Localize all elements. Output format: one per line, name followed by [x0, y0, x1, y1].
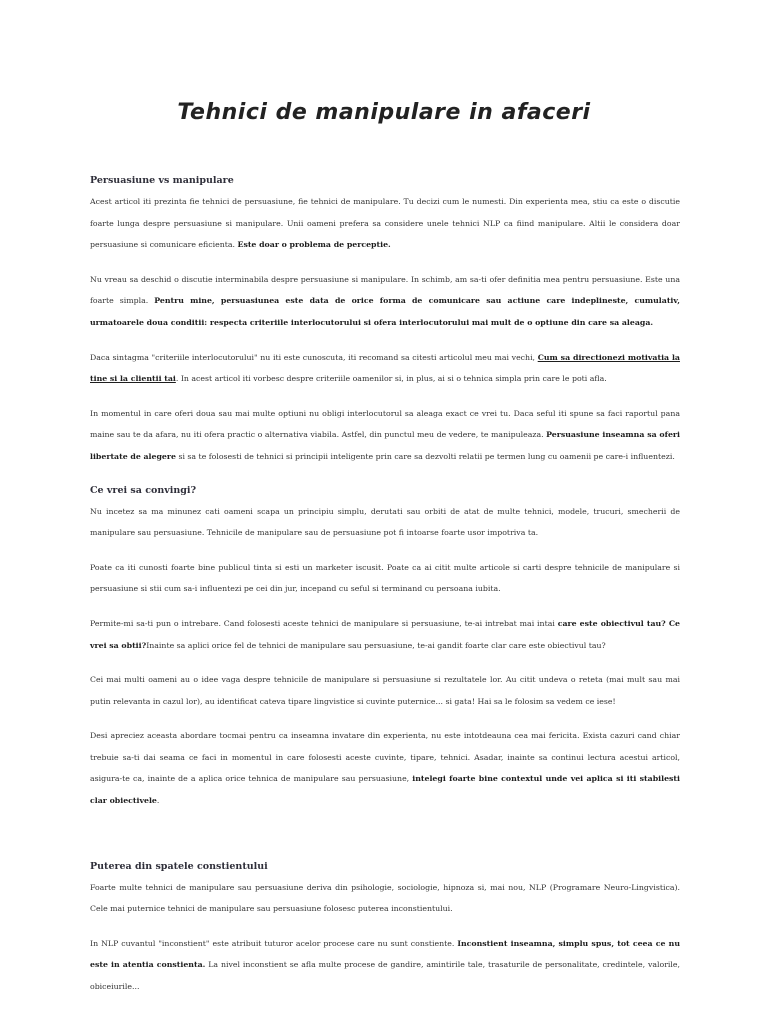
paragraph: Acest articol iti prezinta fie tehnici de persuasiune, fie tehnici de manipulare. Tu decizi cum le numesti. Din experienta mea, stiu ca este o discutie foarte lunga despre persuasiune si manipulare. Unii oameni prefera sa considere unele tehnici NLP ca fiind manipulare. Altii le considera doar persuasiune si comunicare eficienta. Este doar o problema de perceptie. — [90, 197, 680, 250]
paragraph: In momentul in care oferi doua sau mai multe optiuni nu obligi interlocutorul sa aleaga exact ce vrei tu. Daca seful iti spune sa faci raportul pana maine sau te da afara, nu iti ofera practic o alternativa viabila. Astfel, din punctul meu de vedere, te manipuleaza. Persuasiune inseamna sa oferi libertate de alegere si sa te folosesti de tehnici si principii inteligente prin care sa dezvolti relatii pe termen lung cu oamenii pe care-i influentezi. — [90, 408, 680, 461]
paragraph: In NLP cuvantul "inconstient" este atribuit tuturor acelor procese care nu sunt constiente. Inconstient inseamna, simplu spus, tot ceea ce nu este in atentia constienta. La nivel inconstient se afla multe procese de gandire, amintirile tale, trasaturile de personalitate, credintele, valorile, obiceiurile... — [90, 938, 681, 992]
paragraph: Foarte multe tehnici de manipulare sau persuasiune deriva din psihologie, sociologie, hipnoza si, mai nou, NLP (Programare Neuro-Lingvistica). Cele mai puternice tehnici de manipulare sau persuasiune folosesc puterea inconstientului. — [90, 882, 680, 914]
section-heading: Ce vrei sa convingi? — [90, 484, 197, 496]
paragraph: Permite-mi sa-ti pun o intrebare. Cand folosesti aceste tehnici de manipulare si persuasiune, te-ai intrebat mai intai care este obiectivul tau? Ce vrei sa obtii?Inainte sa aplici orice fel de tehnici de manipulare sau persuasiune, te-ai gandit foarte clar care este obiectivul tau? — [90, 618, 680, 650]
section-heading: Puterea din spatele constientului — [90, 860, 268, 872]
paragraph: Daca sintagma "criteriile interlocutorului" nu iti este cunoscuta, iti recomand sa citesti articolul meu mai vechi, Cum sa directionezi motivatia la tine si la clientii tai. In acest articol iti vorbesc despre criteriile oamenilor si, in plus, ai si o tehnica simpla prin care le poti afla. — [90, 352, 680, 384]
paragraph: Poate ca iti cunosti foarte bine publicul tinta si esti un marketer iscusit. Poate ca ai citit multe articole si carti despre tehnicile de manipulare si persuasiune si stii cum sa-i influentezi pe cei din jur, incepand cu seful si terminand cu persoana iubita. — [90, 562, 680, 594]
article-link[interactable]: Cum sa directionezi motivatia la tine si la clientii tai — [90, 352, 680, 384]
paragraph: Nu vreau sa deschid o discutie interminabila despre persuasiune si manipulare. In schimb, am sa-ti ofer definitia mea pentru persuasiune. Este una foarte simpla. Pentru mine, persuasiunea este data de orice forma de comunicare sau actiune care indeplineste, cumulativ, urmatoarele doua conditii: respecta criteriile interlocutorului si ofera interlocutorului mai mult de o optiune din care sa aleaga. — [90, 274, 680, 327]
paragraph: Cei mai multi oameni au o idee vaga despre tehnicile de manipulare si persuasiune si rezultatele lor. Au citit undeva o reteta (mai mult sau mai putin relevanta in cazul lor), au identificat cateva tipare lingvistice si cuvinte puternice... si gata! Hai sa le folosim sa vedem ce iese! — [90, 675, 680, 706]
document-title: Tehnici de manipulare in afaceri — [177, 100, 591, 125]
section-heading: Persuasiune vs manipulare — [90, 175, 234, 186]
paragraph: Desi apreciez aceasta abordare tocmai pentru ca inseamna invatare din experienta, nu este intotdeauna cea mai fericita. Exista cazuri cand chiar trebuie sa-ti dai seama ce faci in momentul in care folosesti aceste cuvinte, tipare, tehnici. Asadar, inainte sa continui lectura acestui articol, asigura-te ca, inainte de a aplica orice tehnica de manipulare sau persuasiune, intelegi foarte bine contextul unde vei aplica si iti stabilesti clar obiectivele. — [90, 731, 680, 806]
paragraph: Nu incetez sa ma minunez cati oameni scapa un principiu simplu, derutati sau orbiti de atat de multe tehnici, modele, trucuri, smecherii de manipulare sau persuasiune. Tehnicile de manipulare sau de persuasiune pot fi intoarse foarte usor impotriva ta. — [90, 506, 680, 538]
document-body — [90, 171, 680, 998]
